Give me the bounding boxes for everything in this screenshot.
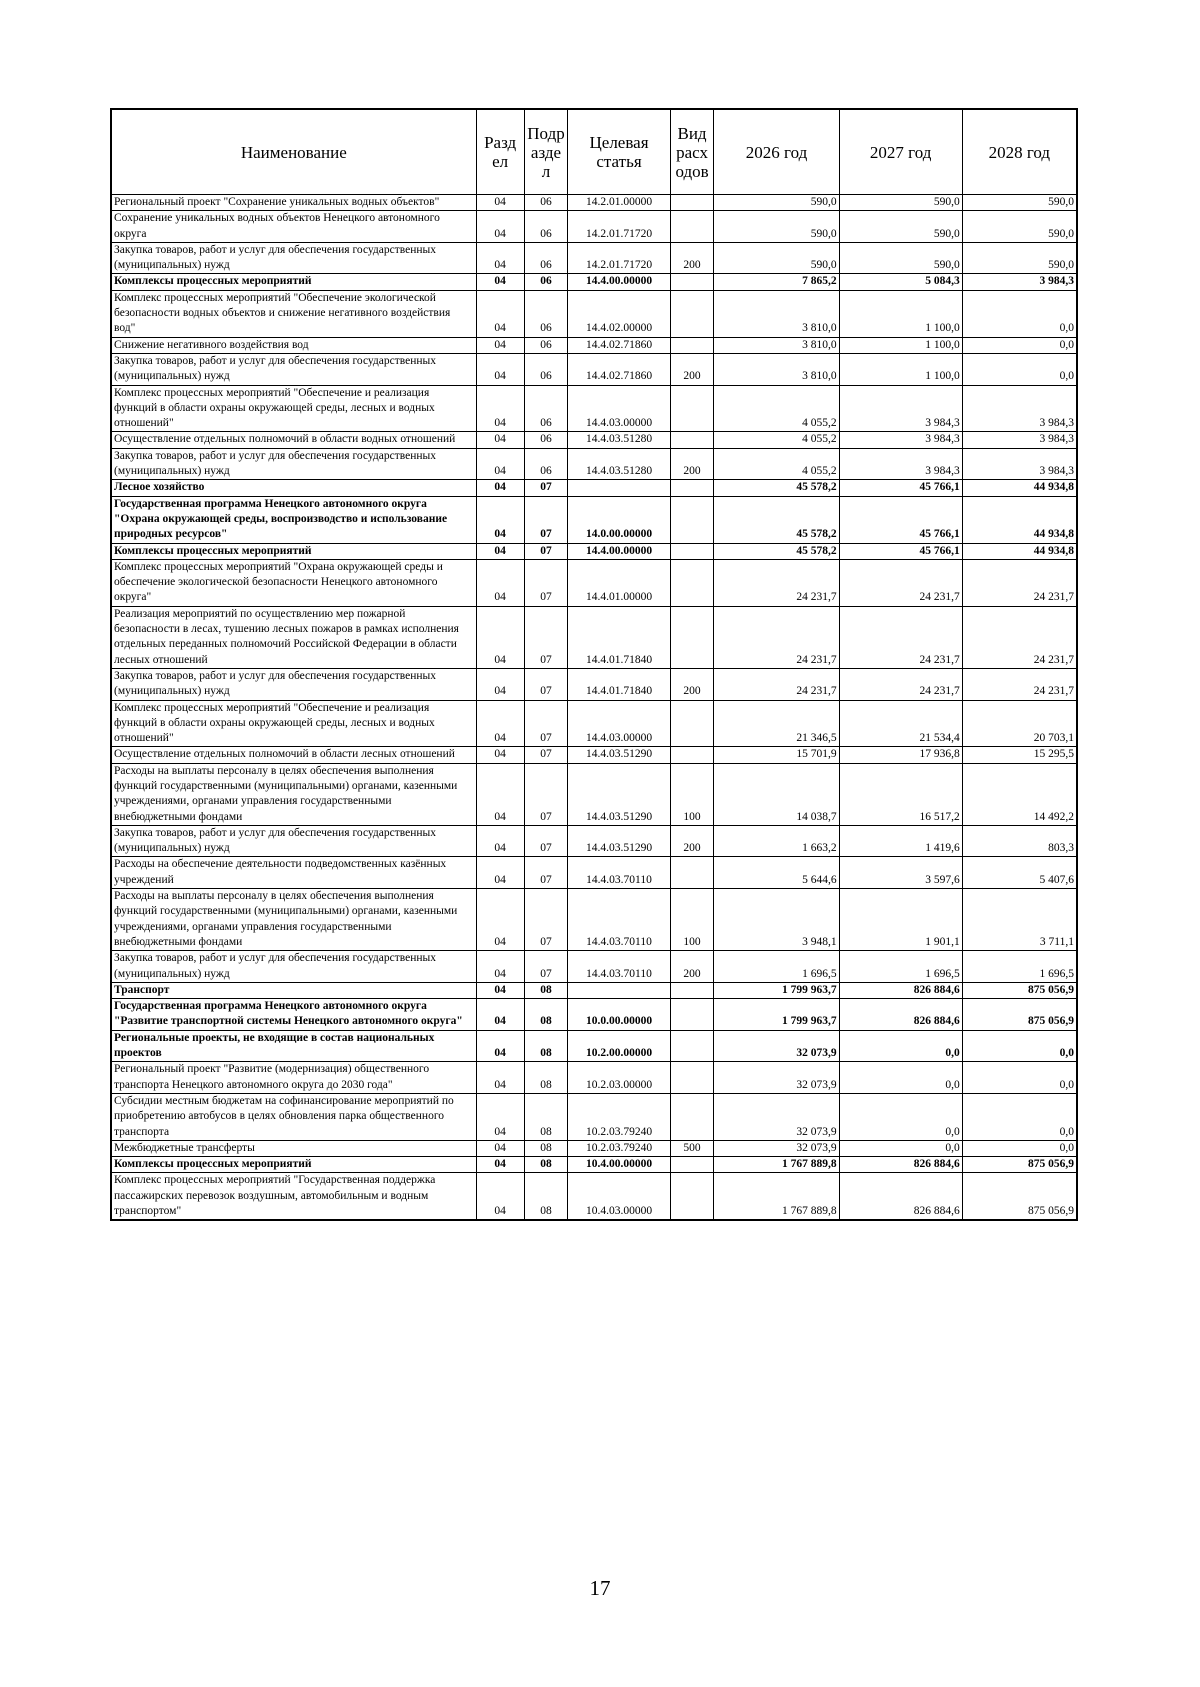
cell-razdel: 04 [476, 747, 524, 763]
cell-vid: 200 [670, 668, 714, 700]
cell-2028: 875 056,9 [962, 999, 1077, 1031]
cell-name: Комплексы процессных мероприятий [111, 543, 476, 559]
cell-2027: 826 884,6 [839, 1157, 962, 1173]
cell-celevaya: 14.4.01.00000 [568, 559, 670, 606]
cell-podrazdel: 07 [524, 825, 568, 857]
cell-celevaya: 10.0.00.00000 [568, 999, 670, 1031]
cell-2028: 875 056,9 [962, 1173, 1077, 1220]
cell-2028: 44 934,8 [962, 480, 1077, 496]
cell-2028: 0,0 [962, 1062, 1077, 1094]
cell-2028: 15 295,5 [962, 747, 1077, 763]
cell-vid [670, 480, 714, 496]
cell-vid [670, 1173, 714, 1220]
cell-podrazdel: 06 [524, 353, 568, 385]
cell-2027: 3 984,3 [839, 448, 962, 480]
cell-celevaya: 14.4.03.51280 [568, 432, 670, 448]
cell-2028: 44 934,8 [962, 496, 1077, 543]
cell-celevaya: 10.2.03.00000 [568, 1062, 670, 1094]
cell-razdel: 04 [476, 999, 524, 1031]
cell-2026: 21 346,5 [714, 700, 839, 747]
cell-2028: 590,0 [962, 195, 1077, 211]
cell-podrazdel: 08 [524, 999, 568, 1031]
cell-vid [670, 211, 714, 243]
cell-name: Региональные проекты, не входящие в состав национальных проектов [111, 1030, 476, 1062]
cell-2027: 21 534,4 [839, 700, 962, 747]
table-row [111, 1173, 1077, 1220]
cell-2027: 1 901,1 [839, 889, 962, 951]
cell-2028: 14 492,2 [962, 763, 1077, 825]
cell-2026: 32 073,9 [714, 1140, 839, 1156]
cell-celevaya: 14.4.03.51290 [568, 825, 670, 857]
cell-2027: 24 231,7 [839, 606, 962, 668]
cell-razdel: 04 [476, 1157, 524, 1173]
cell-razdel: 04 [476, 1030, 524, 1062]
cell-vid: 200 [670, 825, 714, 857]
cell-2027: 1 419,6 [839, 825, 962, 857]
cell-2027: 1 100,0 [839, 337, 962, 353]
table-row [111, 982, 1077, 998]
cell-vid [670, 385, 714, 432]
table-row [111, 1140, 1077, 1156]
cell-podrazdel: 07 [524, 951, 568, 983]
cell-celevaya: 14.2.01.00000 [568, 195, 670, 211]
cell-2027: 0,0 [839, 1093, 962, 1140]
cell-podrazdel: 07 [524, 889, 568, 951]
table-row [111, 999, 1077, 1031]
cell-vid: 100 [670, 763, 714, 825]
cell-podrazdel: 06 [524, 195, 568, 211]
cell-2027: 826 884,6 [839, 982, 962, 998]
cell-2026: 3 810,0 [714, 337, 839, 353]
cell-podrazdel: 07 [524, 700, 568, 747]
cell-podrazdel: 07 [524, 543, 568, 559]
cell-celevaya: 14.4.02.00000 [568, 290, 670, 337]
cell-celevaya: 10.4.00.00000 [568, 1157, 670, 1173]
cell-2027: 45 766,1 [839, 496, 962, 543]
cell-2028: 0,0 [962, 1140, 1077, 1156]
cell-2026: 4 055,2 [714, 432, 839, 448]
cell-podrazdel: 08 [524, 1140, 568, 1156]
table-body [111, 195, 1077, 1221]
cell-name: Закупка товаров, работ и услуг для обеспечения государственных (муниципальных) нужд [111, 242, 476, 274]
table-row [111, 496, 1077, 543]
cell-2027: 3 984,3 [839, 385, 962, 432]
cell-2027: 3 984,3 [839, 432, 962, 448]
cell-name: Закупка товаров, работ и услуг для обеспечения государственных (муниципальных) нужд [111, 353, 476, 385]
cell-vid [670, 543, 714, 559]
cell-2028: 3 711,1 [962, 889, 1077, 951]
cell-vid [670, 1093, 714, 1140]
cell-podrazdel: 08 [524, 1093, 568, 1140]
cell-razdel: 04 [476, 543, 524, 559]
cell-name: Комплекс процессных мероприятий "Обеспечение и реализация функций в области охраны окружающей среды, лесных и водных отношений" [111, 700, 476, 747]
cell-2027: 826 884,6 [839, 1173, 962, 1220]
cell-vid: 200 [670, 448, 714, 480]
cell-celevaya: 14.4.03.51290 [568, 763, 670, 825]
cell-name: Снижение негативного воздействия вод [111, 337, 476, 353]
cell-razdel: 04 [476, 432, 524, 448]
cell-razdel: 04 [476, 290, 524, 337]
table-row [111, 951, 1077, 983]
cell-name: Комплексы процессных мероприятий [111, 1157, 476, 1173]
cell-2026: 590,0 [714, 211, 839, 243]
cell-vid: 500 [670, 1140, 714, 1156]
cell-2026: 3 810,0 [714, 353, 839, 385]
cell-vid [670, 606, 714, 668]
table-row [111, 1030, 1077, 1062]
cell-vid [670, 337, 714, 353]
cell-2026: 32 073,9 [714, 1093, 839, 1140]
cell-name: Закупка товаров, работ и услуг для обеспечения государственных (муниципальных) нужд [111, 951, 476, 983]
table-row [111, 1157, 1077, 1173]
cell-name: Комплекс процессных мероприятий "Государственная поддержка пассажирских перевозок воздушным, автомобильным и водным транспортом" [111, 1173, 476, 1220]
cell-2026: 590,0 [714, 242, 839, 274]
cell-razdel: 04 [476, 1093, 524, 1140]
cell-podrazdel: 07 [524, 496, 568, 543]
cell-celevaya: 14.4.03.70110 [568, 857, 670, 889]
cell-celevaya: 14.4.03.70110 [568, 951, 670, 983]
table-row [111, 606, 1077, 668]
cell-razdel: 04 [476, 480, 524, 496]
cell-razdel: 04 [476, 559, 524, 606]
header-razdel: Разд ел [476, 109, 524, 195]
cell-celevaya: 14.2.01.71720 [568, 242, 670, 274]
cell-celevaya: 10.2.03.79240 [568, 1093, 670, 1140]
cell-2027: 1 696,5 [839, 951, 962, 983]
cell-vid [670, 274, 714, 290]
cell-razdel: 04 [476, 982, 524, 998]
cell-vid [670, 290, 714, 337]
cell-vid [670, 496, 714, 543]
table-row [111, 432, 1077, 448]
cell-podrazdel: 06 [524, 242, 568, 274]
cell-vid [670, 982, 714, 998]
header-2026: 2026 год [714, 109, 839, 195]
cell-celevaya: 14.4.01.71840 [568, 668, 670, 700]
cell-2026: 5 644,6 [714, 857, 839, 889]
table-row [111, 1062, 1077, 1094]
cell-razdel: 04 [476, 337, 524, 353]
cell-vid: 200 [670, 353, 714, 385]
cell-2028: 0,0 [962, 1030, 1077, 1062]
cell-name: Закупка товаров, работ и услуг для обеспечения государственных (муниципальных) нужд [111, 448, 476, 480]
cell-vid [670, 559, 714, 606]
cell-vid [670, 700, 714, 747]
cell-razdel: 04 [476, 195, 524, 211]
cell-podrazdel: 07 [524, 606, 568, 668]
cell-2026: 590,0 [714, 195, 839, 211]
cell-razdel: 04 [476, 274, 524, 290]
cell-2026: 4 055,2 [714, 385, 839, 432]
cell-2028: 24 231,7 [962, 668, 1077, 700]
cell-vid [670, 747, 714, 763]
cell-vid [670, 1157, 714, 1173]
cell-name: Государственная программа Ненецкого автономного округа "Охрана окружающей среды, воспроизводство и использование природных ресурсов" [111, 496, 476, 543]
table-row [111, 857, 1077, 889]
cell-razdel: 04 [476, 1173, 524, 1220]
cell-2028: 875 056,9 [962, 1157, 1077, 1173]
cell-2026: 4 055,2 [714, 448, 839, 480]
table-row [111, 274, 1077, 290]
table-row [111, 448, 1077, 480]
cell-vid [670, 857, 714, 889]
header-celevaya: Целевая статья [568, 109, 670, 195]
cell-name: Комплекс процессных мероприятий "Охрана окружающей среды и обеспечение экологической безопасности Ненецкого автономного округа" [111, 559, 476, 606]
cell-razdel: 04 [476, 825, 524, 857]
cell-razdel: 04 [476, 385, 524, 432]
cell-2026: 7 865,2 [714, 274, 839, 290]
cell-2026: 45 578,2 [714, 496, 839, 543]
cell-name: Комплекс процессных мероприятий "Обеспечение экологической безопасности водных объектов и снижение негативного воздействия вод" [111, 290, 476, 337]
cell-2027: 826 884,6 [839, 999, 962, 1031]
cell-name: Осуществление отдельных полномочий в области водных отношений [111, 432, 476, 448]
cell-podrazdel: 08 [524, 1062, 568, 1094]
cell-name: Комплекс процессных мероприятий "Обеспечение и реализация функций в области охраны окружающей среды, лесных и водных отношений" [111, 385, 476, 432]
cell-name: Расходы на выплаты персоналу в целях обеспечения выполнения функций государственными (муниципальными) органами, казенными учреждениями, органами управления государственными внебюджетными фондами [111, 763, 476, 825]
table-row [111, 337, 1077, 353]
cell-2028: 3 984,3 [962, 448, 1077, 480]
cell-2026: 24 231,7 [714, 668, 839, 700]
cell-name: Реализация мероприятий по осуществлению мер пожарной безопасности в лесах, тушению лесных пожаров в рамках исполнения отдельных переданных полномочий Российской Федерации в области лесных отношений [111, 606, 476, 668]
cell-2026: 1 696,5 [714, 951, 839, 983]
cell-razdel: 04 [476, 889, 524, 951]
table-row [111, 763, 1077, 825]
cell-2027: 45 766,1 [839, 543, 962, 559]
cell-name: Государственная программа Ненецкого автономного округа "Развитие транспортной системы Ненецкого автономного округа" [111, 999, 476, 1031]
page-number: 17 [589, 1576, 611, 1600]
cell-2028: 3 984,3 [962, 432, 1077, 448]
cell-vid [670, 1030, 714, 1062]
cell-2028: 875 056,9 [962, 982, 1077, 998]
budget-table [110, 108, 1078, 1221]
cell-2028: 803,3 [962, 825, 1077, 857]
table-row [111, 353, 1077, 385]
cell-2026: 1 663,2 [714, 825, 839, 857]
cell-razdel: 04 [476, 496, 524, 543]
cell-razdel: 04 [476, 448, 524, 480]
cell-name: Закупка товаров, работ и услуг для обеспечения государственных (муниципальных) нужд [111, 825, 476, 857]
header-podrazdel: Подр азде л [524, 109, 568, 195]
cell-celevaya: 14.4.03.00000 [568, 700, 670, 747]
cell-vid: 200 [670, 242, 714, 274]
table-row [111, 1093, 1077, 1140]
cell-2026: 15 701,9 [714, 747, 839, 763]
cell-name: Расходы на выплаты персоналу в целях обеспечения выполнения функций государственными (муниципальными) органами, казенными учреждениями, органами управления государственными внебюджетными фондами [111, 889, 476, 951]
cell-name: Лесное хозяйство [111, 480, 476, 496]
cell-2027: 590,0 [839, 242, 962, 274]
table-row [111, 480, 1077, 496]
cell-2028: 0,0 [962, 337, 1077, 353]
cell-2026: 24 231,7 [714, 606, 839, 668]
cell-vid [670, 1062, 714, 1094]
table-row [111, 385, 1077, 432]
cell-celevaya: 14.4.03.00000 [568, 385, 670, 432]
cell-2027: 16 517,2 [839, 763, 962, 825]
cell-name: Транспорт [111, 982, 476, 998]
cell-name: Межбюджетные трансферты [111, 1140, 476, 1156]
cell-razdel: 04 [476, 700, 524, 747]
cell-2026: 45 578,2 [714, 480, 839, 496]
cell-2028: 3 984,3 [962, 385, 1077, 432]
cell-2026: 1 767 889,8 [714, 1157, 839, 1173]
cell-2028: 3 984,3 [962, 274, 1077, 290]
cell-razdel: 04 [476, 857, 524, 889]
cell-2027: 24 231,7 [839, 668, 962, 700]
cell-podrazdel: 08 [524, 982, 568, 998]
cell-razdel: 04 [476, 951, 524, 983]
table-row [111, 242, 1077, 274]
cell-2026: 3 948,1 [714, 889, 839, 951]
cell-vid [670, 432, 714, 448]
cell-vid: 200 [670, 951, 714, 983]
cell-celevaya: 14.4.02.71860 [568, 353, 670, 385]
cell-podrazdel: 07 [524, 559, 568, 606]
cell-razdel: 04 [476, 668, 524, 700]
cell-razdel: 04 [476, 1140, 524, 1156]
cell-2028: 5 407,6 [962, 857, 1077, 889]
cell-podrazdel: 08 [524, 1030, 568, 1062]
header-name: Наименование [111, 109, 476, 195]
cell-2027: 0,0 [839, 1030, 962, 1062]
cell-celevaya: 14.0.00.00000 [568, 496, 670, 543]
cell-podrazdel: 07 [524, 668, 568, 700]
cell-2026: 45 578,2 [714, 543, 839, 559]
cell-podrazdel: 08 [524, 1157, 568, 1173]
cell-celevaya: 10.4.03.00000 [568, 1173, 670, 1220]
cell-celevaya: 14.4.00.00000 [568, 274, 670, 290]
header-vid: Вид расх одов [670, 109, 714, 195]
table-row [111, 543, 1077, 559]
cell-podrazdel: 06 [524, 448, 568, 480]
cell-name: Осуществление отдельных полномочий в области лесных отношений [111, 747, 476, 763]
cell-vid [670, 195, 714, 211]
cell-celevaya: 14.4.03.70110 [568, 889, 670, 951]
table-row [111, 211, 1077, 243]
cell-celevaya [568, 982, 670, 998]
cell-celevaya: 14.4.03.51290 [568, 747, 670, 763]
table-row [111, 700, 1077, 747]
cell-celevaya: 14.4.02.71860 [568, 337, 670, 353]
cell-celevaya: 10.2.00.00000 [568, 1030, 670, 1062]
cell-razdel: 04 [476, 353, 524, 385]
cell-2026: 24 231,7 [714, 559, 839, 606]
table-row [111, 747, 1077, 763]
cell-podrazdel: 06 [524, 385, 568, 432]
table-header [111, 109, 1077, 195]
header-2028: 2028 год [962, 109, 1077, 195]
cell-2027: 45 766,1 [839, 480, 962, 496]
cell-name: Сохранение уникальных водных объектов Ненецкого автономного округа [111, 211, 476, 243]
budget-table-container [110, 108, 1078, 1221]
cell-2026: 32 073,9 [714, 1062, 839, 1094]
cell-2027: 0,0 [839, 1062, 962, 1094]
cell-podrazdel: 06 [524, 432, 568, 448]
cell-2028: 44 934,8 [962, 543, 1077, 559]
cell-podrazdel: 06 [524, 274, 568, 290]
cell-razdel: 04 [476, 211, 524, 243]
cell-podrazdel: 06 [524, 337, 568, 353]
table-row [111, 889, 1077, 951]
cell-2028: 0,0 [962, 353, 1077, 385]
cell-2026: 1 799 963,7 [714, 999, 839, 1031]
cell-2027: 24 231,7 [839, 559, 962, 606]
cell-name: Закупка товаров, работ и услуг для обеспечения государственных (муниципальных) нужд [111, 668, 476, 700]
cell-2028: 0,0 [962, 290, 1077, 337]
cell-razdel: 04 [476, 1062, 524, 1094]
cell-2026: 1 799 963,7 [714, 982, 839, 998]
cell-2028: 590,0 [962, 242, 1077, 274]
cell-celevaya: 10.2.03.79240 [568, 1140, 670, 1156]
cell-celevaya: 14.2.01.71720 [568, 211, 670, 243]
cell-2027: 590,0 [839, 211, 962, 243]
cell-2026: 3 810,0 [714, 290, 839, 337]
cell-2026: 1 767 889,8 [714, 1173, 839, 1220]
table-row [111, 825, 1077, 857]
cell-name: Расходы на обеспечение деятельности подведомственных казённых учреждений [111, 857, 476, 889]
cell-2026: 14 038,7 [714, 763, 839, 825]
cell-2027: 5 084,3 [839, 274, 962, 290]
cell-2028: 0,0 [962, 1093, 1077, 1140]
cell-razdel: 04 [476, 763, 524, 825]
cell-podrazdel: 07 [524, 763, 568, 825]
cell-vid: 100 [670, 889, 714, 951]
cell-razdel: 04 [476, 606, 524, 668]
cell-podrazdel: 08 [524, 1173, 568, 1220]
cell-2028: 24 231,7 [962, 559, 1077, 606]
cell-2028: 20 703,1 [962, 700, 1077, 747]
cell-2027: 3 597,6 [839, 857, 962, 889]
cell-name: Региональный проект "Сохранение уникальных водных объектов" [111, 195, 476, 211]
cell-2027: 1 100,0 [839, 353, 962, 385]
cell-celevaya: 14.4.00.00000 [568, 543, 670, 559]
cell-razdel: 04 [476, 242, 524, 274]
cell-vid [670, 999, 714, 1031]
cell-2027: 0,0 [839, 1140, 962, 1156]
cell-2027: 1 100,0 [839, 290, 962, 337]
cell-name: Региональный проект "Развитие (модернизация) общественного транспорта Ненецкого автономного округа до 2030 года" [111, 1062, 476, 1094]
table-row [111, 559, 1077, 606]
header-2027: 2027 год [839, 109, 962, 195]
cell-podrazdel: 06 [524, 290, 568, 337]
cell-celevaya: 14.4.03.51280 [568, 448, 670, 480]
cell-2028: 1 696,5 [962, 951, 1077, 983]
cell-2026: 32 073,9 [714, 1030, 839, 1062]
cell-podrazdel: 06 [524, 211, 568, 243]
cell-podrazdel: 07 [524, 857, 568, 889]
cell-2028: 590,0 [962, 211, 1077, 243]
table-row [111, 668, 1077, 700]
cell-2027: 17 936,8 [839, 747, 962, 763]
cell-2028: 24 231,7 [962, 606, 1077, 668]
cell-2027: 590,0 [839, 195, 962, 211]
cell-celevaya: 14.4.01.71840 [568, 606, 670, 668]
table-row [111, 290, 1077, 337]
cell-podrazdel: 07 [524, 480, 568, 496]
cell-name: Субсидии местным бюджетам на софинансирование мероприятий по приобретению автобусов в целях обновления парка общественного транспорта [111, 1093, 476, 1140]
cell-podrazdel: 07 [524, 747, 568, 763]
cell-name: Комплексы процессных мероприятий [111, 274, 476, 290]
table-row [111, 195, 1077, 211]
cell-celevaya [568, 480, 670, 496]
